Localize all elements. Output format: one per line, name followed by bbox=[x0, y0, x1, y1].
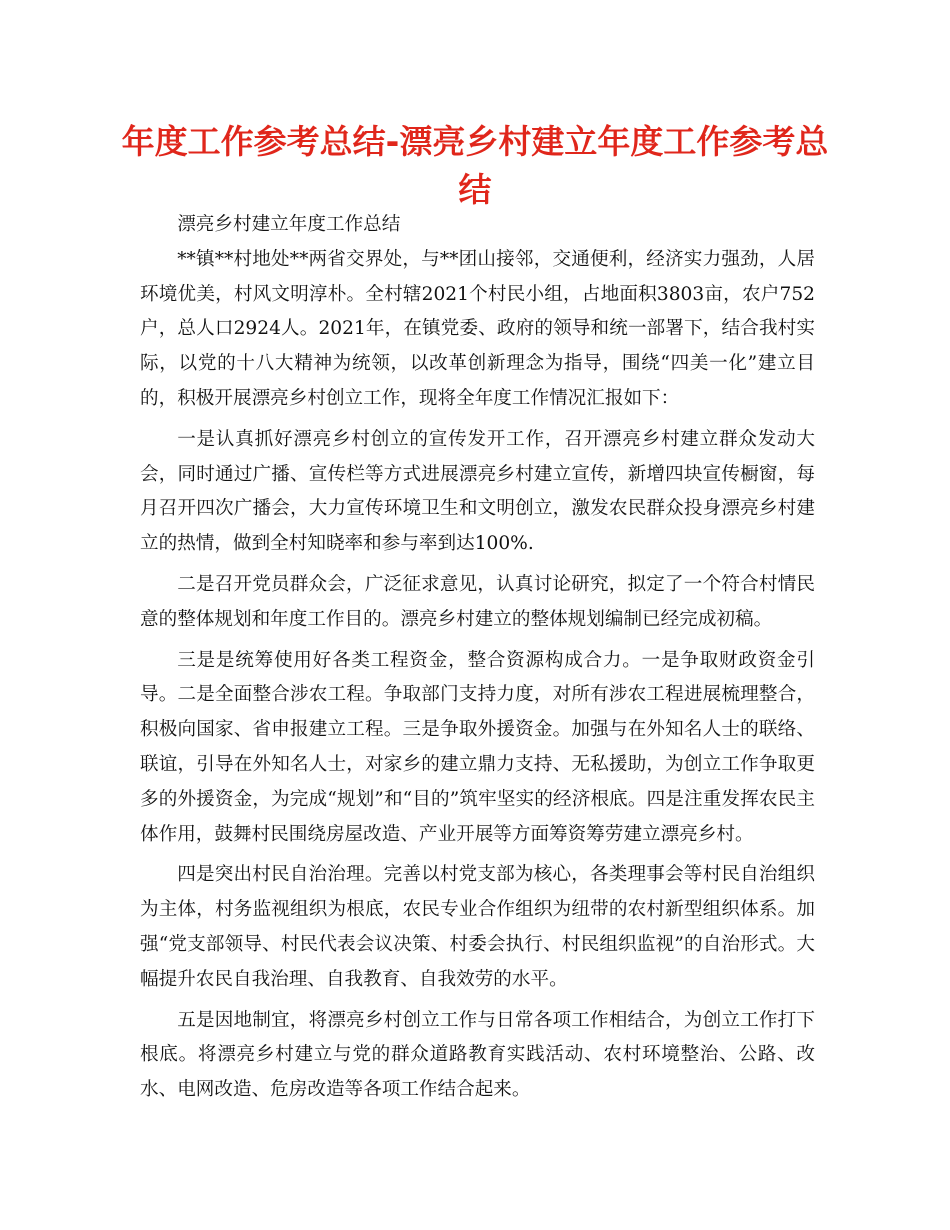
paragraph-item-2: 二是召开党员群众会，广泛征求意见，认真讨论研究，拟定了一个符合村情民意的整体规划和年度工作目的。漂亮乡村建立的整体规划编制已经完成初稿。 bbox=[140, 573, 815, 630]
document-body bbox=[140, 208, 815, 1108]
paragraph-item-5: 五是因地制宜，将漂亮乡村创立工作与日常各项工作相结合，为创立工作打下根底。将漂亮乡村建立与党的群众道路教育实践活动、农村环境整治、公路、改水、电网改造、危房改造等各项工作结合起来。 bbox=[140, 1009, 815, 1101]
paragraph-item-4: 四是突出村民自治治理。完善以村党支部为核心，各类理事会等村民自治组织为主体，村务监视组织为根底，农民专业合作组织为纽带的农村新型组织体系。加强“党支部领导、村民代表会议决策、村委会执行、村民组织监视”的自治形式。大幅提升农民自我治理、自我教育、自我效劳的水平。 bbox=[140, 864, 815, 990]
document-title: 年度工作参考总结-漂亮乡村建立年度工作参考总结 bbox=[121, 122, 829, 209]
paragraph-subtitle: 漂亮乡村建立年度工作总结 bbox=[177, 214, 401, 235]
paragraph-intro: **镇**村地处**两省交界处，与**团山接邻，交通便利，经济实力强劲，人居环境优美，村风文明淳朴。全村辖2021个村民小组，占地面积3803亩，农户752户，总人口2924人。2021年，在镇党委、政府的领导和统一部署下，结合我村实际，以党的十八大精神为统领，以改革创新理念为指导，围绕“四美一化”建立目的，积极开展漂亮乡村创立工作，现将全年度工作情况汇报如下： bbox=[140, 248, 815, 409]
paragraph-item-1: 一是认真抓好漂亮乡村创立的宣传发开工作，召开漂亮乡村建立群众发动大会，同时通过广播、宣传栏等方式进展漂亮乡村建立宣传，新增四块宣传橱窗，每月召开四次广播会，大力宣传环境卫生和文明创立，激发农民群众投身漂亮乡村建立的热情，做到全村知晓率和参与率到达100%. bbox=[140, 428, 815, 555]
paragraph-item-3: 三是是统筹使用好各类工程资金，整合资源构成合力。一是争取财政资金引导。二是全面整合涉农工程。争取部门支持力度，对所有涉农工程进展梳理整合，积极向国家、省申报建立工程。三是争取外援资金。加强与在外知名人士的联络、联谊，引导在外知名人士，对家乡的建立鼎力支持、无私援助，为创立工作争取更多的外援资金，为完成“规划”和“目的”筑牢坚实的经济根底。四是注重发挥农民主体作用，鼓舞村民围绕房屋改造、产业开展等方面筹资筹劳建立漂亮乡村。 bbox=[140, 649, 815, 845]
